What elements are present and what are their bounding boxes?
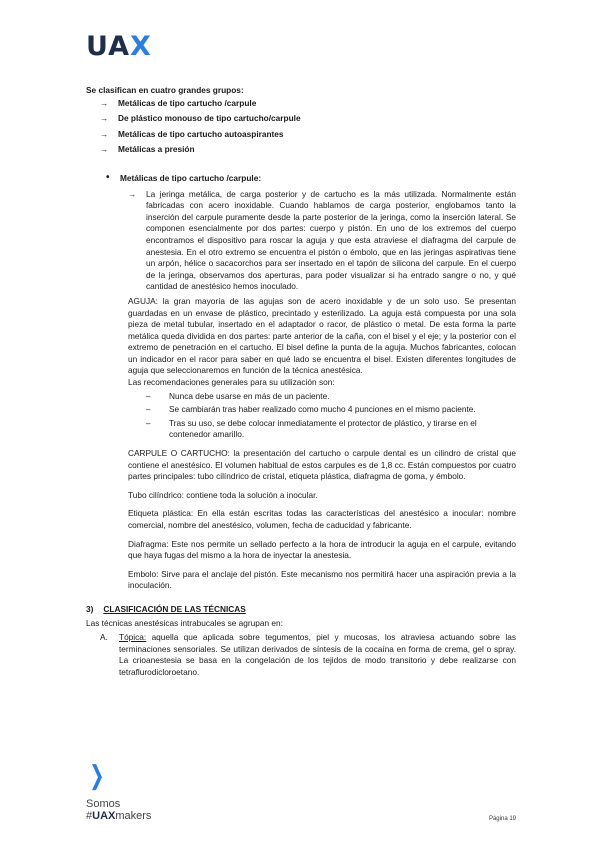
- dash-icon: –: [146, 417, 151, 428]
- jeringa-paragraph: → La jeringa metálica, de carga posterior y de cartucho es la más utilizada. Normalmente están fabricadas con acero inoxidable. Cuando hablamos de carga posterior, englobamos tanto la inserción del carpule puramente desde la parte posterior de la jeringa, como la inserción lateral. Se componen esencialmente por dos partes: cuerpo y pistón. En uno de los extremos del cuerpo encontramos el dispositivo para roscar la aguja y que esta atraviese el diafragma del carpule de anestesia. En el otro extremo se encuentra el pistón o émbolo, que en las jeringas aspirativas tiene un arpón, hélice o sacacorchos para ser insertado en el tapón de silicona del carpule. En el cuerpo de la jeringa, observamos dos aperturas, para poder visualizar si ha entrado sangre o no, y qué cantidad de anestésico hemos inoculado.: [128, 188, 516, 292]
- arrow-icon: →: [100, 113, 109, 124]
- list-item: – Se cambiarán tras haber realizado como mucho 4 punciones en el mismo paciente.: [146, 404, 476, 415]
- carpule-paragraph: CARPULE O CARTUCHO: la presentación del cartucho o carpule dental es un cilindro de cristal que contiene el anestésico. El volumen habitual de estos carpules es de 1,8 cc. Están compuestos por cuatro partes principales: tubo cilíndrico de cristal, etiqueta plástica, diafragma de goma, y émbolo.: [128, 448, 516, 482]
- list-item: – Nunca debe usarse en más de un paciente.: [146, 390, 330, 401]
- topica-item: A. Tópica: aquella que aplicada sobre tegumentos, piel y mucosas, los atraviesa actuando sobre las terminaciones sensoriales. Se utilizan derivados de síntesis de la cocaína en forma de crema, gel o spray. La crioanestesia se basa en la congelación de los tejidos de modo transitorio y debe realizarse con tetraflurodicloroetano.: [100, 632, 516, 677]
- embolo-paragraph: Embolo: Sirve para el anclaje del pistón. Este mecanismo nos permitirá hacer una aspiración previa a la inoculación.: [128, 568, 516, 591]
- footer-brand: Somos #UAXmakers: [86, 798, 152, 822]
- arrow-icon: →: [100, 128, 109, 139]
- etiqueta-paragraph: Etiqueta plástica: En ella están escritas todas las características del anestésico a inocular: nombre comercial, nombre del anestésico, volumen, fecha de caducidad y fabricante.: [128, 508, 516, 530]
- chevron-icon: ❯: [89, 761, 105, 791]
- bullet-icon: •: [106, 171, 110, 183]
- recomendaciones-list: [146, 391, 516, 441]
- arrow-icon: →: [128, 188, 137, 199]
- tubo-paragraph: Tubo cilíndrico: contiene toda la solución a inocular.: [128, 489, 318, 500]
- list-item: → Metálicas de tipo cartucho autoaspirantes: [100, 128, 284, 139]
- section-intro: Las técnicas anestésicas intrabucales se agrupan en:: [86, 617, 283, 628]
- bullet-heading: • Metálicas de tipo cartucho /carpule:: [106, 171, 262, 183]
- list-item: – Tras su uso, se debe colocar inmediatamente el protector de plástico, y tirarse en el contenedor amarillo.: [146, 417, 477, 440]
- dash-icon: –: [146, 404, 151, 415]
- recomendaciones-intro: Las recomendaciones generales para su utilización son:: [128, 377, 335, 388]
- document-body: [86, 85, 516, 679]
- arrow-icon: →: [100, 144, 109, 155]
- intro-text: Se clasifican en cuatro grandes grupos:: [86, 85, 244, 95]
- list-item: → Metálicas de tipo cartucho /carpule: [100, 97, 257, 108]
- list-item: → Metálicas a presión: [100, 144, 195, 155]
- diafragma-paragraph: Diafragma: Este nos permite un sellado perfecto a la hora de introducir la aguja en el carpule, evitando que haya fugas del mismo a la hora de inyectar la anestesia.: [128, 538, 516, 561]
- dash-icon: –: [146, 390, 151, 401]
- section-heading: 3) CLASIFICACIÓN DE LAS TÉCNICAS: [86, 603, 246, 614]
- groups-list: [86, 98, 516, 156]
- list-item: → De plástico monouso de tipo cartucho/carpule: [100, 113, 301, 124]
- aguja-paragraph: AGUJA: la gran mayoría de las agujas son de acero inoxidable y de un solo uso. Se presentan guardadas en un envase de plástico, precintado y esterilizado. La aguja está compuesta por una sola pieza de metal tubular, insertado en el adaptador o racor, de plástico o metal. De esta forma la parte metálica queda dividida en dos partes: parte anterior de la caña, con el bisel y el eje; y la posterior con el extremo de penetración en el cartucho. El bisel define la punta de la aguja. Muchos fabricantes, colocan un indicador en el racor para saber en qué lado se encuentra el bisel. Existen diferentes longitudes de aguja que seleccionaremos en función de la técnica anestésica.: [128, 295, 516, 376]
- page-number: Página 19: [488, 816, 516, 822]
- arrow-icon: →: [100, 97, 109, 108]
- uax-logo: UAX: [86, 31, 152, 62]
